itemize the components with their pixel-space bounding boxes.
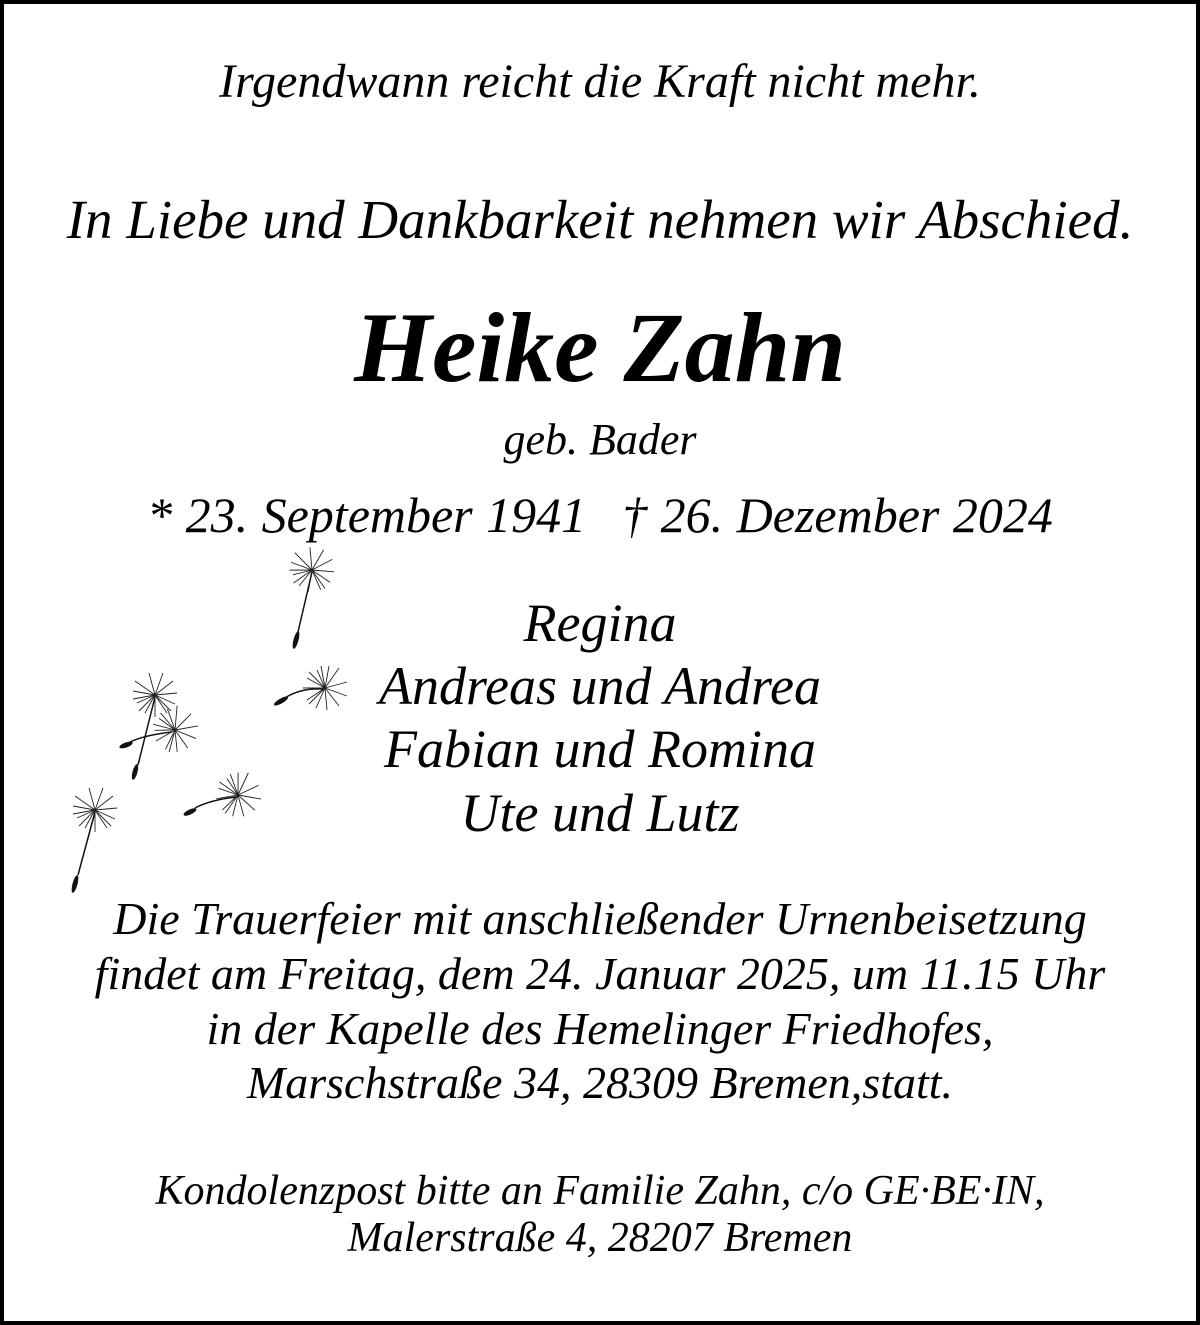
mourner: Regina [523, 593, 677, 653]
ceremony-line: findet am Freitag, dem 24. Januar 2025, um 11.15 Uhr [94, 948, 1106, 999]
dandelion-seed [70, 788, 117, 893]
condolence-line: Malerstraße 4, 28207 Bremen [347, 1215, 853, 1261]
maiden-name: geb. Bader [503, 415, 697, 464]
birth-date: * 23. September 1941 [147, 487, 587, 543]
condolence-line: Kondolenzpost bitte an Familie Zahn, c/o GE·BE·IN, [155, 1168, 1045, 1214]
ceremony-line: in der Kapelle des Hemelinger Friedhofes, [206, 1003, 994, 1054]
deceased-name: Heike Zahn [354, 292, 846, 403]
death-date: † 26. Dezember 2024 [622, 487, 1053, 543]
dandelion-seed [183, 770, 264, 821]
dandelion-seed [119, 673, 205, 780]
farewell-line: In Liebe und Dankbarkeit nehmen wir Abschied. [66, 189, 1134, 250]
mourner: Andreas und Andrea [379, 656, 821, 716]
mourner: Fabian und Romina [384, 719, 816, 779]
ceremony-line: Marschstraße 34, 28309 Bremen,statt. [246, 1057, 954, 1108]
mourner: Ute und Lutz [460, 783, 740, 843]
motto: Irgendwann reicht die Kraft nicht mehr. [219, 55, 981, 108]
dandelion-seed [287, 545, 338, 650]
dandelion-seed [273, 666, 347, 710]
ceremony-line: Die Trauerfeier mit anschließender Urnenbeisetzung [113, 893, 1087, 944]
